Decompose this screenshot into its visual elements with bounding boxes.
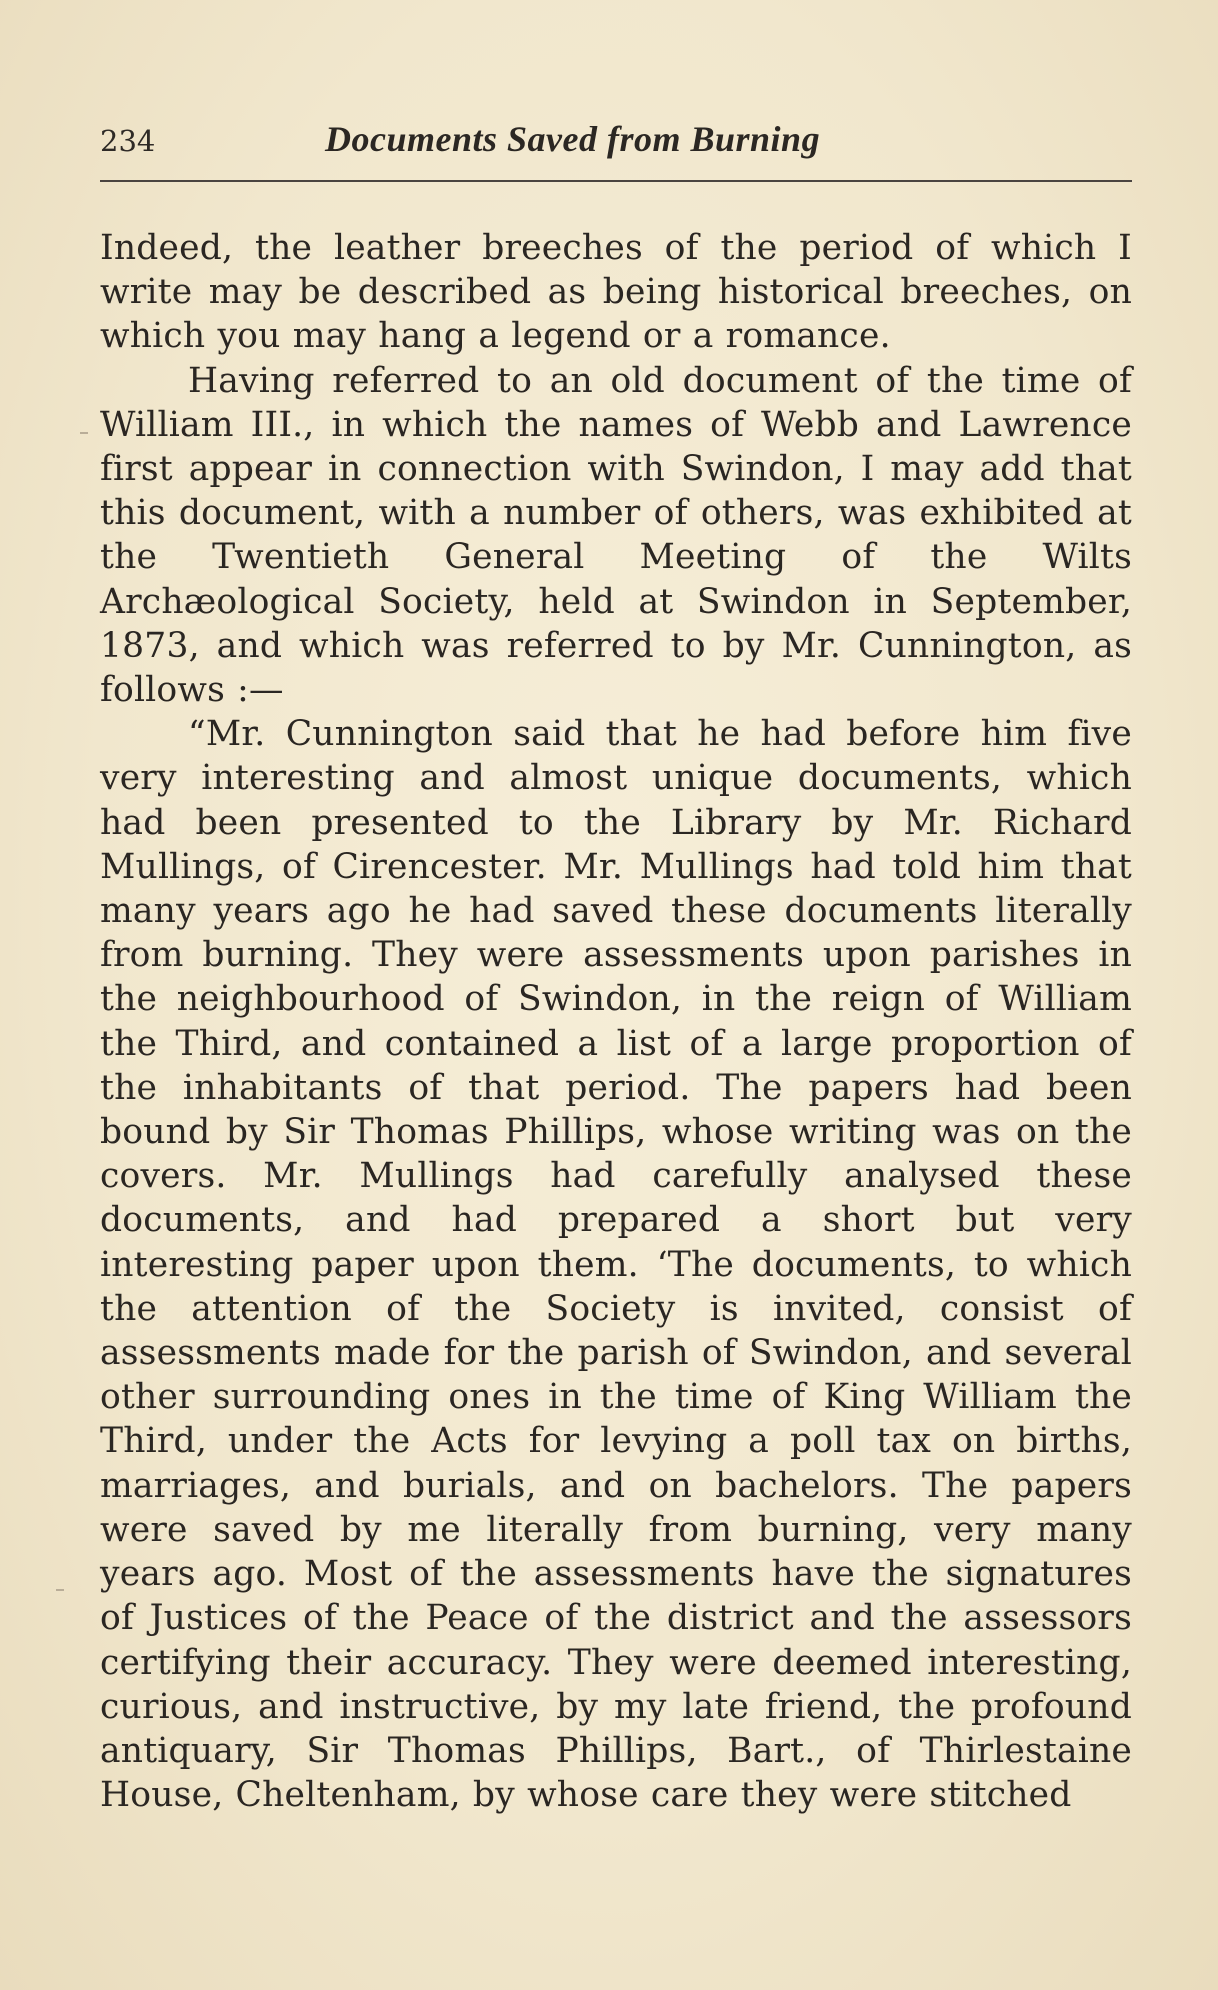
running-title: Documents Saved from Burning [325, 119, 821, 159]
paragraph-cunnington-quote: “Mr. Cunnington said that he had before him five very interesting and almost unique documents, which had been presented to the Library by Mr. Richard Mullings, of Cirencester. Mr. Mullings had told him that many years ago he had saved these documents literally from burning. They were assessments upon parishes in the neighbourhood of Swindon, in the reign of William the Third, and contained a list of a large proportion of the inhabitants of that period. The papers had been bound by Sir Thomas Phillips, whose writing was on the covers. Mr. Mullings had carefully analysed these documents, and had prepared a short but very interesting paper upon them. ‘The documents, to which the attention of the Society is invited, consist of assessments made for the parish of Swindon, and several other surrounding ones in the time of King William the Third, under the Acts for levying a poll tax on births, marriages, and burials, and on bachelors. The papers were saved by me literally from burning, very many years ago. Most of the assessments have the signatures of Justices of the Peace of the district and the assessors certifying their accuracy. They were deemed interesting, curious, and instructive, by my late friend, the profound antiquary, Sir Thomas Phillips, Bart., of Thirlestaine House, Cheltenham, by whose care they were stitched [100, 714, 1132, 1816]
running-head [100, 118, 1132, 178]
paragraph-document-reference: Having referred to an old document of the time of William III., in which the names of Webb and Lawrence first appear in connection with Swindon, I may add that this document, with a number of others, was exhibited at the Twentieth General Meeting of the Wilts Archæological Society, held at Swindon in September, 1873, and which was referred to by Mr. Cunnington, as follows :— [100, 360, 1132, 711]
body-text [100, 226, 1132, 1817]
header-rule [100, 180, 1132, 182]
paragraph-continuation: Indeed, the leather breeches of the period of which I write may be described as being historical breeches, on which you may hang a legend or a romance. [100, 228, 1132, 357]
margin-mark [80, 432, 88, 434]
page-number: 234 [100, 124, 156, 158]
margin-mark [56, 1589, 64, 1591]
